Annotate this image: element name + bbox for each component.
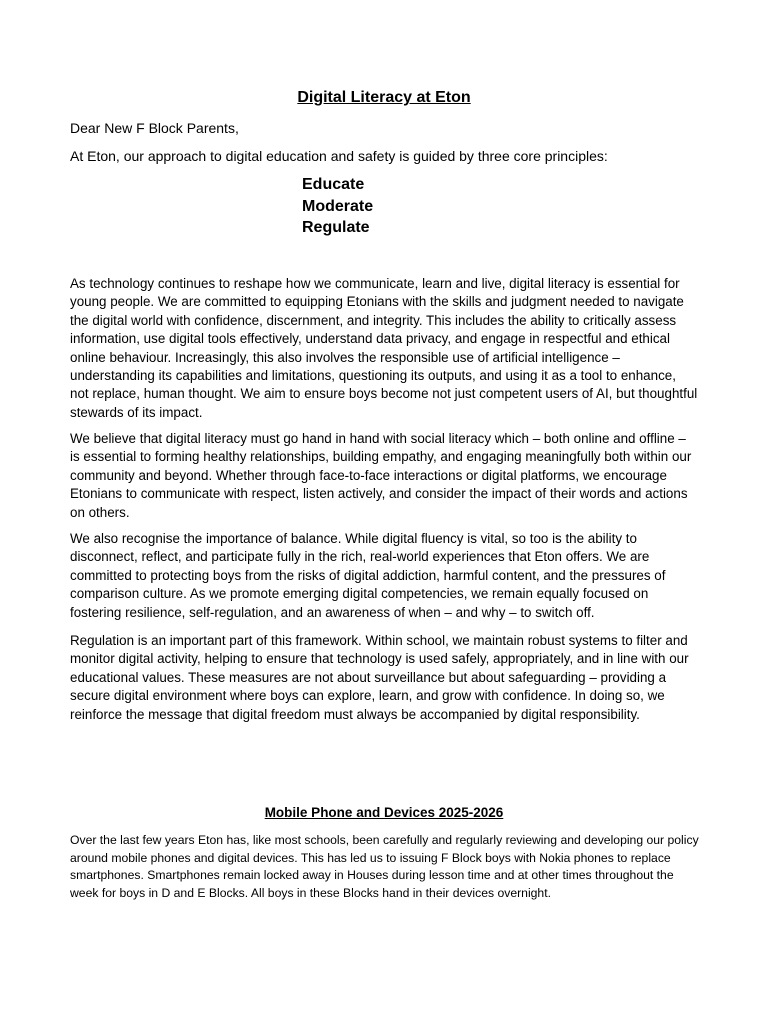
paragraph-digital-literacy: As technology continues to reshape how we communicate, learn and live, digital literacy is essential for young people. We are committed to equipping Etonians with the skills and judgment needed to navigate the digital world with confidence, discernment, and integrity. This includes the ability to critically assess information, use digital tools effectively, understand data privacy, and engage in respectful and ethical online behaviour. Increasingly, this also involves the responsible use of artificial intelligence – understanding its capabilities and limitations, questioning its outputs, and using it as a tool to enhance, not replace, human thought. We aim to ensure boys become not just competent users of AI, but thoughtful stewards of its impact. (70, 276, 698, 420)
paragraph-mobile-phones: Over the last few years Eton has, like most schools, been carefully and regularly reviewing and developing our policy around mobile phones and digital devices. This has led us to issuing F Block boys with Nokia phones to replace smartphones. Smartphones remain locked away in Houses during lesson time and at other times throughout the week for boys in D and E Blocks. All boys in these Blocks hand in their devices overnight. (70, 833, 699, 900)
principles-list (302, 174, 373, 239)
intro-text: At Eton, our approach to digital education and safety is guided by three core principles: (70, 148, 608, 164)
principle-regulate: Regulate (302, 219, 370, 236)
paragraph-balance: We also recognise the importance of balance. While digital fluency is vital, so too is the ability to disconnect, reflect, and participate fully in the rich, real-world experiences that Eton offers. We are committed to protecting boys from the risks of digital addiction, harmful content, and the pressures of comparison culture. As we promote emerging digital competencies, we remain equally focused on fostering resilience, self-regulation, and an awareness of when – and why – to switch off. (70, 531, 666, 620)
principle-educate: Educate (302, 176, 365, 193)
paragraph-regulation: Regulation is an important part of this framework. Within school, we maintain robust systems to filter and monitor digital activity, helping to ensure that technology is used safely, appropriately, and in line with our educational values. These measures are not about surveillance but about safeguarding – providing a secure digital environment where boys can explore, learn, and grow with confidence. In doing so, we reinforce the message that digital freedom must always be accompanied by digital responsibility. (70, 633, 689, 722)
paragraph-social-literacy: We believe that digital literacy must go hand in hand with social literacy which – both online and offline – is essential to forming healthy relationships, building empathy, and engaging meaningfully both within our community and beyond. Whether through face-to-face interactions or digital platforms, we encourage Etonians to communicate with respect, listen actively, and consider the impact of their words and actions on others. (70, 431, 692, 520)
document-title: Digital Literacy at Eton (297, 89, 471, 106)
salutation: Dear New F Block Parents, (70, 120, 239, 136)
section-title-mobile-phones: Mobile Phone and Devices 2025-2026 (264, 805, 504, 820)
principle-moderate: Moderate (302, 197, 374, 215)
